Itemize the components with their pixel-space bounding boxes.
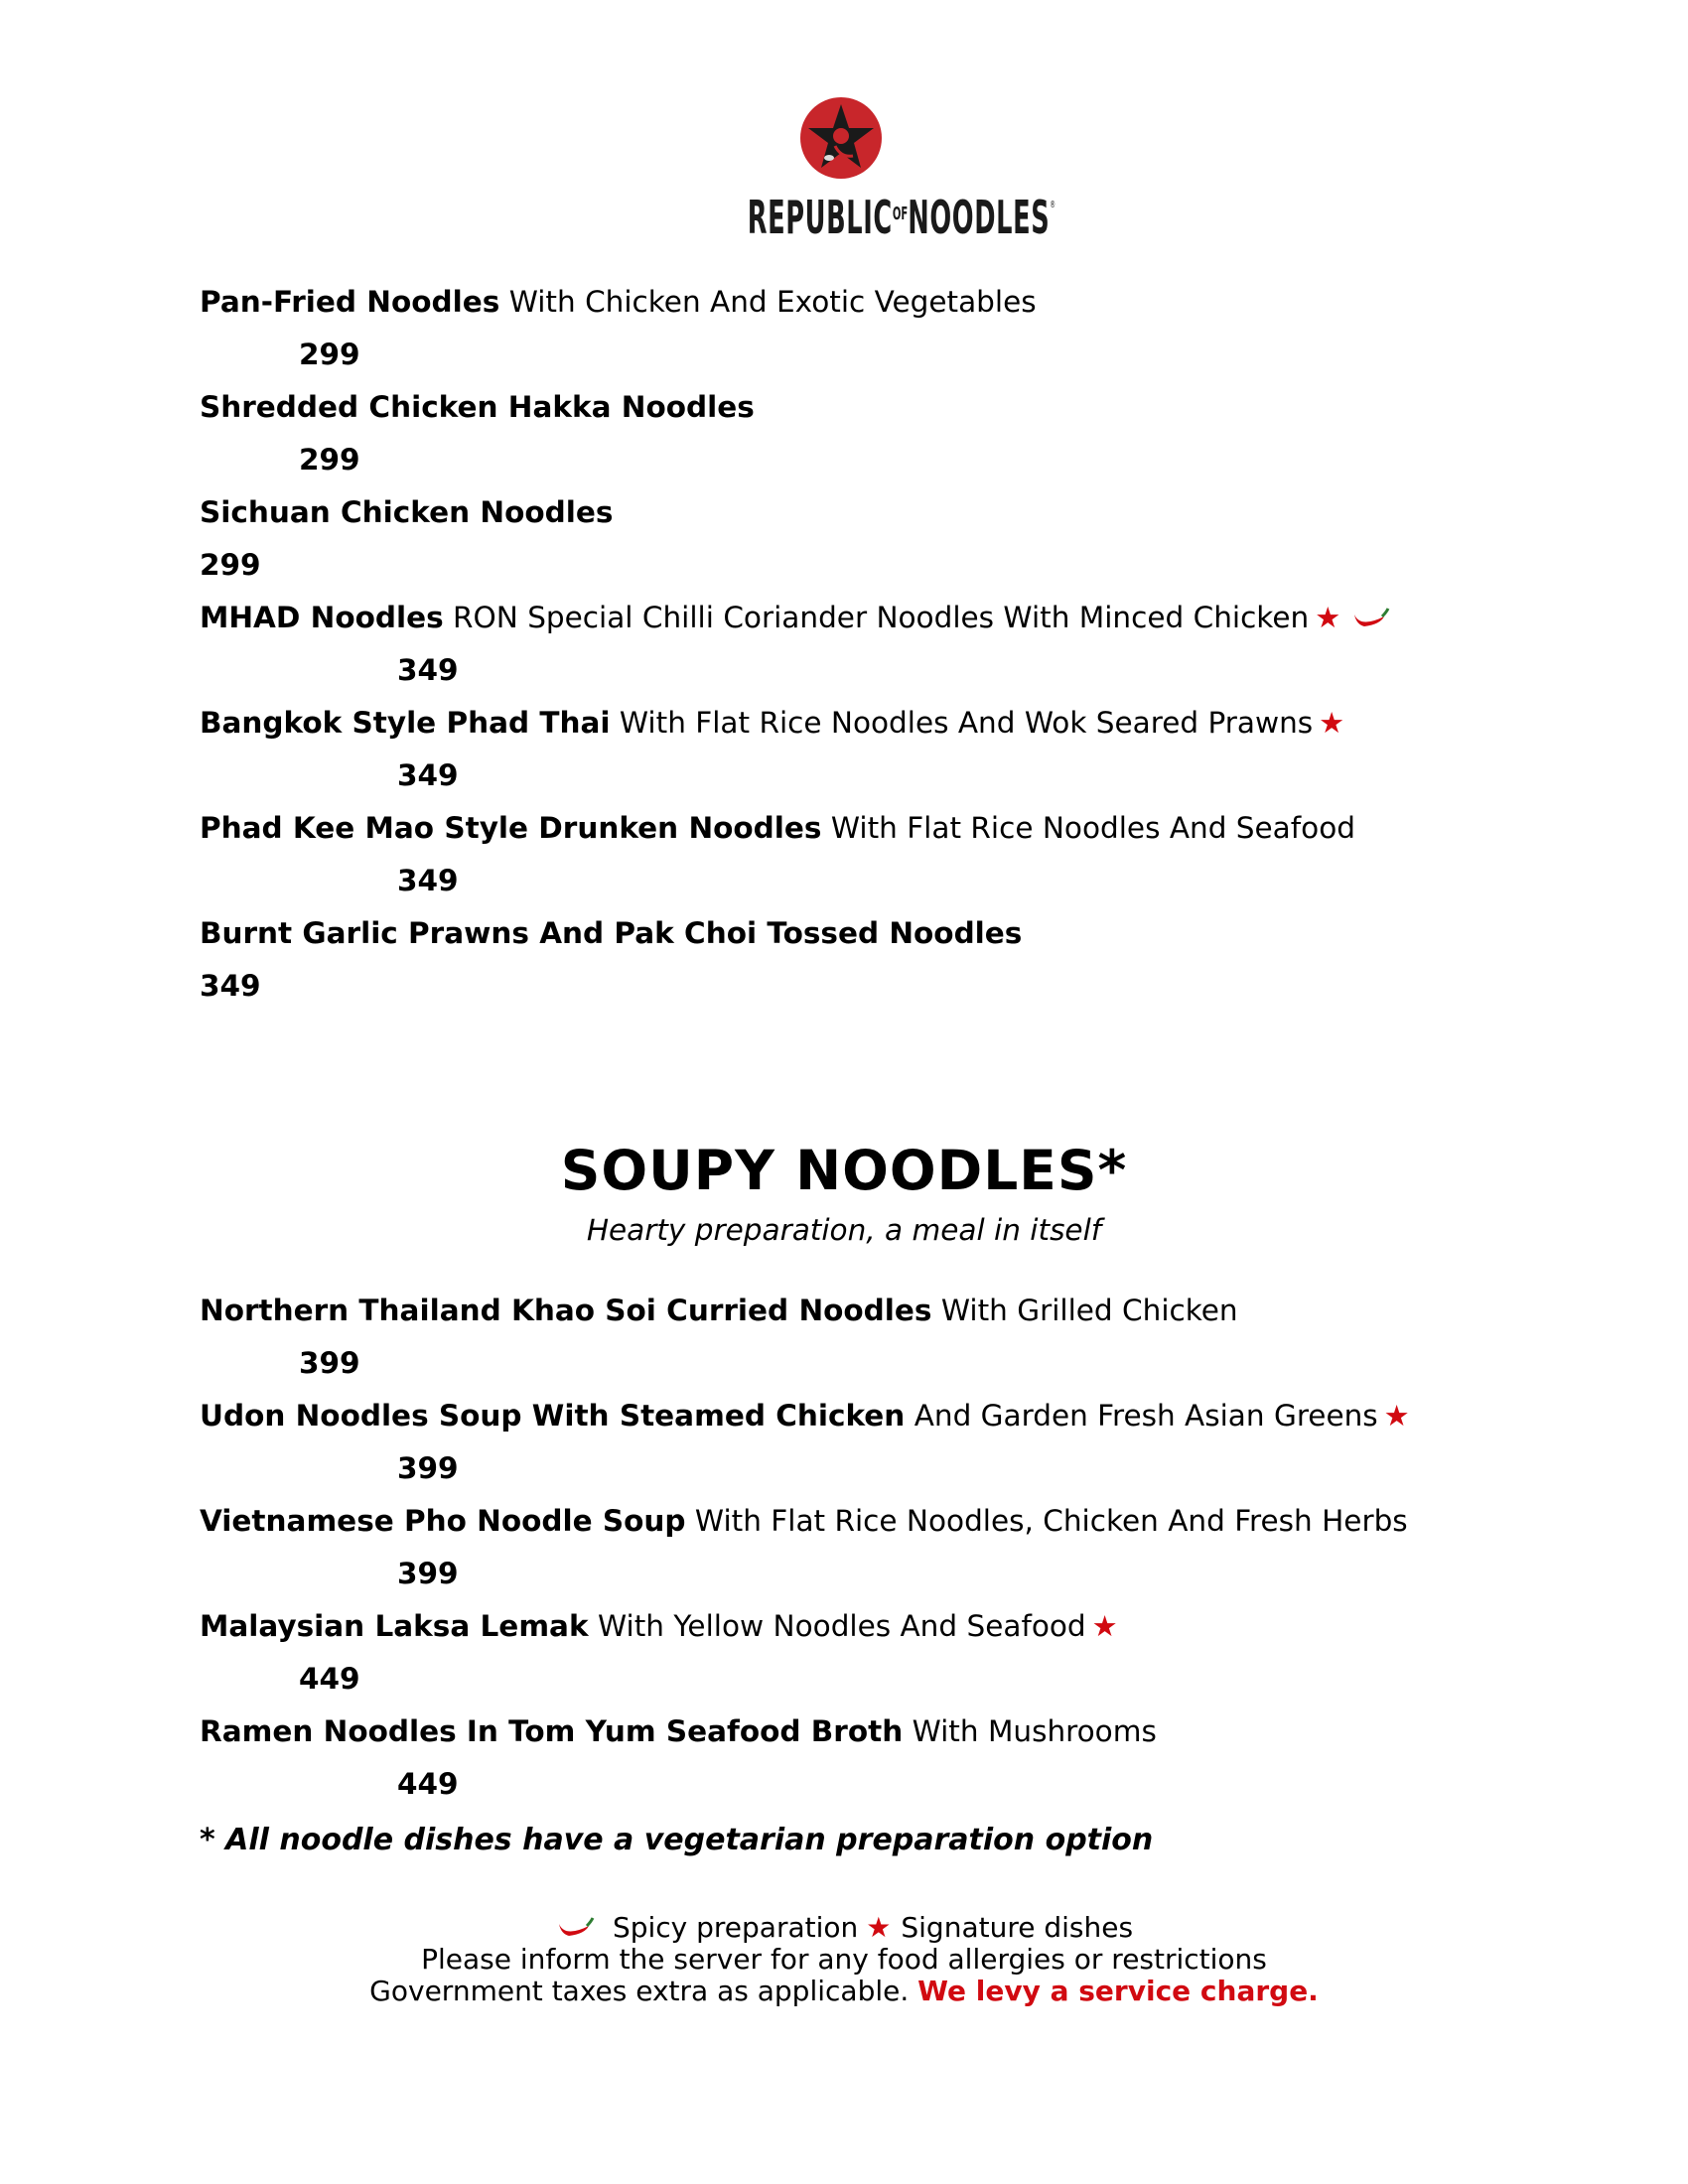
tax-note: Government taxes extra as applicable. <box>369 1975 910 2007</box>
star-icon: ★ <box>1383 1399 1410 1433</box>
menu-item-name-line: Bangkok Style Phad Thai With Flat Rice Noodles And Wok Seared Prawns ★ <box>200 706 1345 740</box>
vegetarian-note: * All noodle dishes have a vegetarian preparation option <box>200 1823 1154 1857</box>
chilli-icon <box>1350 607 1390 632</box>
service-charge-note: We levy a service charge. <box>917 1975 1319 2007</box>
menu-item-name-line: Shredded Chicken Hakka Noodles <box>200 390 755 424</box>
menu-item-price: 399 <box>299 1346 360 1380</box>
brand-logo <box>685 91 1056 260</box>
menu-item-price: 399 <box>397 1451 459 1485</box>
menu-item-name-line: Udon Noodles Soup With Steamed Chicken And Garden Fresh Asian Greens ★ <box>200 1399 1410 1433</box>
star-icon: ★ <box>1315 601 1341 634</box>
chilli-icon <box>555 1916 595 1942</box>
menu-item-name-line: Northern Thailand Khao Soi Curried Noodles With Grilled Chicken <box>200 1294 1238 1327</box>
tax-note-line <box>0 1976 1688 2007</box>
menu-item-price: 299 <box>299 338 360 371</box>
legend <box>0 1912 1688 1944</box>
allergy-note: Please inform the server for any food allergies or restrictions <box>421 1943 1267 1976</box>
menu-item-name-line: Malaysian Laksa Lemak With Yellow Noodles And Seafood ★ <box>200 1609 1118 1643</box>
menu-item-price: 349 <box>200 969 261 1003</box>
menu-item-name-line: Pan-Fried Noodles With Chicken And Exotic Vegetables <box>200 285 1037 319</box>
menu-item-name-line: Burnt Garlic Prawns And Pak Choi Tossed Noodles <box>200 916 1023 950</box>
star-icon: ★ <box>866 1911 892 1944</box>
logo-emblem-icon <box>799 96 883 180</box>
menu-item-name-line: Vietnamese Pho Noodle Soup With Flat Rice Noodles, Chicken And Fresh Herbs <box>200 1504 1408 1538</box>
menu-item-price: 399 <box>397 1557 459 1590</box>
star-icon: ★ <box>1319 706 1345 740</box>
menu-item-price: 299 <box>200 548 261 582</box>
menu-item-name-line: Phad Kee Mao Style Drunken Noodles With Flat Rice Noodles And Seafood <box>200 811 1355 845</box>
menu-item-price: 299 <box>299 443 360 477</box>
legend-spicy-label: Spicy preparation <box>612 1911 859 1944</box>
section-title: SOUPY NOODLES* <box>560 1139 1128 1202</box>
menu-item-name-line: Sichuan Chicken Noodles <box>200 495 614 529</box>
menu-item-price: 349 <box>397 653 459 687</box>
menu-item-price: 349 <box>397 864 459 897</box>
menu-item-price: 349 <box>397 758 459 792</box>
menu-item-name-line: Ramen Noodles In Tom Yum Seafood Broth With Mushrooms <box>200 1714 1157 1748</box>
menu-item-name-line: MHAD Noodles RON Special Chilli Coriander Noodles With Minced Chicken ★ <box>200 600 1390 635</box>
legend-signature-label: Signature dishes <box>901 1911 1134 1944</box>
star-icon: ★ <box>1091 1609 1118 1643</box>
logo-wordmark: $REPUBLIC^{OF}NOODLES®$ <box>747 191 1056 244</box>
menu-item-price: 449 <box>299 1662 360 1696</box>
menu-item-price: 449 <box>397 1767 459 1801</box>
section-subtitle: Hearty preparation, a meal in itself <box>586 1213 1102 1247</box>
